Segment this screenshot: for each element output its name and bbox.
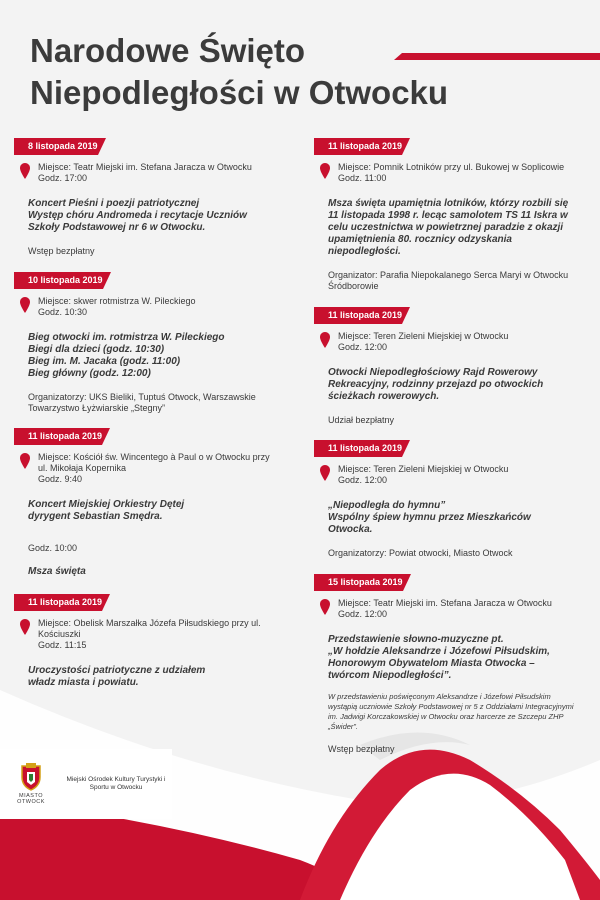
event-note: Wstęp bezpłatny: [28, 246, 95, 256]
event-program: Msza święta upamiętnia lotników, którzy rozbili się 11 listopada 1998 r. lecąc samolotem TS 11 Iskra w celu uczestnictwa w powietrznej paradzie z okazji upamiętnienia 80. rocznicy odzyskania niepodległości.: [328, 198, 569, 257]
date-tag: 11 listopada 2019: [14, 428, 102, 445]
event-time: Godz. 11:15: [38, 640, 87, 650]
event-card: [328, 138, 578, 292]
event-program: Uroczystości patriotyczne z udziałem władz miasta i powiatu.: [28, 665, 206, 688]
event-card: [328, 307, 578, 426]
event-program: Koncert Pieśni i poezji patriotycznej Występ chóru Andromeda i recytacje Uczniów Szkoły Podstawowej nr 6 w Otwocku.: [28, 198, 247, 233]
event-place: Miejsce: Kościół św. Wincentego à Paul o w Otwocku przy ul. Mikołaja Kopernika: [38, 452, 270, 473]
event-card: [328, 574, 578, 755]
event-program: Koncert Miejskiej Orkiestry Dętej dyrygent Sebastian Smędra.: [28, 499, 185, 522]
organizer-logo: [0, 749, 172, 819]
coat-of-arms-icon: [19, 763, 43, 791]
event-description: W przedstawieniu poświęconym Aleksandrze i Józefowi Piłsudskim wystąpią uczniowie Szkoły Podstawowej nr 5 z Oddziałami Integracyjnymi im. Jadwigi Korczakowskiej w Otwocku oraz harcerze ze Szczepu ZHP „Świder”.: [328, 692, 574, 731]
event-note: Udział bezpłatny: [328, 415, 395, 425]
title-line-2: Niepodległości w Otwocku: [30, 74, 449, 111]
event-time: Godz. 9:40: [38, 474, 83, 484]
event-program: Otwocki Niepodległościowy Rajd Rowerowy Rekreacyjny, rodzinny przejazd po otwockich ścieżkach rowerowych.: [328, 367, 544, 402]
event-card: [28, 272, 280, 414]
event-program: „Niepodległa do hymnu” Wspólny śpiew hymnu przez Mieszkańców Otwocka.: [328, 500, 531, 535]
organization-name: Miejski Ośrodek Kultury Turystyki i Sportu w Otwocku: [66, 776, 166, 791]
event-place: Miejsce: Teren Zieleni Miejskiej w Otwocku: [338, 464, 509, 474]
event-note: Organizatorzy: UKS Bieliki, Tuptuś Otwock, Warszawskie Towarzystwo Łyżwiarskie „Stegny”: [28, 392, 256, 413]
event-note: Wstęp bezpłatny: [328, 744, 395, 754]
event-place: Miejsce: skwer rotmistrza W. Pileckiego: [38, 296, 196, 306]
location-pin-icon: [20, 453, 30, 469]
date-tag: 15 listopada 2019: [314, 574, 403, 591]
event-place: Miejsce: Teatr Miejski im. Stefana Jaracza w Otwocku: [38, 162, 252, 172]
event-card: [28, 138, 280, 257]
location-pin-icon: [320, 465, 330, 481]
date-tag: 11 listopada 2019: [314, 440, 402, 457]
event-place: Miejsce: Teatr Miejski im. Stefana Jaracza w Otwocku: [338, 598, 552, 608]
page-title: [30, 30, 590, 114]
event-note: Organizatorzy: Powiat otwocki, Miasto Otwock: [328, 548, 513, 558]
date-tag: 10 listopada 2019: [14, 272, 103, 289]
date-tag: 11 listopada 2019: [314, 307, 402, 324]
location-pin-icon: [20, 163, 30, 179]
event-place: Miejsce: Obelisk Marszałka Józefa Piłsudskiego przy ul. Kościuszki: [38, 618, 261, 639]
title-accent-bar: [402, 53, 600, 60]
event-program: Bieg otwocki im. rotmistrza W. Pileckiego Biegi dla dzieci (godz. 10:30) Bieg im. M. Jacaka (godz. 11:00) Bieg główny (godz. 12:00): [28, 332, 225, 379]
crest-label: MIASTO OTWOCK: [17, 793, 45, 805]
location-pin-icon: [320, 332, 330, 348]
event-time: Godz. 12:00: [338, 342, 388, 352]
event-time: Godz. 10:30: [38, 307, 88, 317]
title-line-1: Narodowe Święto: [30, 32, 306, 69]
date-tag: 8 listopada 2019: [14, 138, 98, 155]
location-pin-icon: [320, 163, 330, 179]
event-time: Godz. 17:00: [38, 173, 88, 183]
event-note: Organizator: Parafia Niepokalanego Serca Maryi w Otwocku Śródborowie: [328, 270, 569, 291]
event-place: Miejsce: Pomnik Lotników przy ul. Bukowej w Soplicowie: [338, 162, 565, 172]
location-pin-icon: [20, 297, 30, 313]
event-time: Godz. 12:00: [338, 475, 388, 485]
event-program-2: Msza święta: [28, 566, 86, 577]
event-time-2: Godz. 10:00: [28, 543, 78, 553]
date-tag: 11 listopada 2019: [14, 594, 102, 611]
event-time: Godz. 11:00: [338, 173, 387, 183]
event-program: Przedstawienie słowno-muzyczne pt. „W hołdzie Aleksandrze i Józefowi Piłsudskim, Honorowym Obywatelom Miasta Otwocka – twórcom Niepodległości”.: [328, 634, 550, 681]
date-tag: 11 listopada 2019: [314, 138, 402, 155]
event-card: [28, 594, 280, 689]
event-card: [328, 440, 578, 559]
event-card: [28, 428, 280, 578]
event-place: Miejsce: Teren Zieleni Miejskiej w Otwocku: [338, 331, 509, 341]
location-pin-icon: [20, 619, 30, 635]
location-pin-icon: [320, 599, 330, 615]
crest: [6, 763, 56, 805]
event-time: Godz. 12:00: [338, 609, 388, 619]
